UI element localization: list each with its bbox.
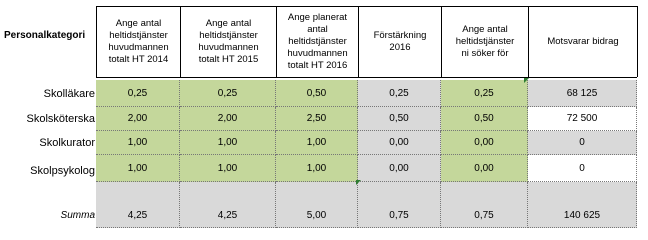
row-label-skolpsykolog: Skolpsykolog: [30, 165, 95, 177]
cell-skolpsykolog-2015[interactable]: 1,00: [180, 155, 276, 182]
cell-skolkurator-soker[interactable]: 0,00: [441, 131, 528, 155]
cell-skolpsykolog-soker[interactable]: 0,00: [441, 155, 528, 182]
cell-skolpsykolog-bidrag: 0: [528, 155, 637, 182]
summary-2014: 4,25: [96, 182, 180, 228]
cell-skolskoterska-bidrag: 72 500: [528, 107, 637, 131]
row-label-skollakare: Skolläkare: [43, 88, 95, 100]
cell-skolkurator-2014[interactable]: 1,00: [96, 131, 180, 155]
cell-indicator-icon: [524, 78, 529, 83]
row-label-skolkurator: Skolkurator: [39, 137, 95, 149]
col-header-soker: Ange antal heltidstjänster ni söker för: [455, 23, 515, 59]
summary-label: Summa: [60, 210, 95, 221]
row-label-skolskoterska: Skolsköterska: [26, 113, 95, 125]
cell-skolpsykolog-2014[interactable]: 1,00: [96, 155, 180, 182]
cell-skollakare-bidrag: 68 125: [528, 80, 637, 107]
category-header: Personalkategori: [4, 30, 86, 41]
cell-skolskoterska-forstarkning: 0,50: [358, 107, 441, 131]
col-header-bidrag: Motsvarar bidrag: [547, 35, 619, 47]
cell-skolskoterska-soker[interactable]: 0,50: [441, 107, 528, 131]
cell-skolskoterska-2015[interactable]: 2,00: [180, 107, 276, 131]
cell-skollakare-2016[interactable]: 0,50: [276, 80, 358, 107]
cell-skollakare-2014[interactable]: 0,25: [96, 80, 180, 107]
cell-skolkurator-2016[interactable]: 1,00: [276, 131, 358, 155]
summary-bidrag: 140 625: [528, 182, 637, 228]
cell-skolpsykolog-forstarkning: 0,00: [358, 155, 441, 182]
cell-skollakare-forstarkning: 0,25: [358, 80, 441, 107]
col-header-2014: Ange antal heltidstjänster huvudmannen totalt HT 2014: [108, 17, 169, 65]
cell-skolkurator-2015[interactable]: 1,00: [180, 131, 276, 155]
cell-skolskoterska-2016[interactable]: 2,50: [276, 107, 358, 131]
cell-skolkurator-bidrag: 0: [528, 131, 637, 155]
summary-2015: 4,25: [180, 182, 276, 228]
cell-skolpsykolog-2016[interactable]: 1,00: [276, 155, 358, 182]
cell-skolskoterska-2014[interactable]: 2,00: [96, 107, 180, 131]
cell-skolkurator-forstarkning: 0,00: [358, 131, 441, 155]
summary-soker: 0,75: [441, 182, 528, 228]
cell-skollakare-soker[interactable]: 0,25: [441, 80, 528, 107]
cell-skollakare-2015[interactable]: 0,25: [180, 80, 276, 107]
summary-2016: 5,00: [276, 182, 358, 228]
col-header-forstarkning: Förstärkning 2016: [373, 29, 427, 53]
cell-indicator-icon: [356, 180, 361, 185]
summary-forstarkning: 0,75: [358, 182, 441, 228]
col-header-2015: Ange antal heltidstjänster huvudmannen totalt HT 2015: [198, 17, 259, 65]
col-header-2016: Ange planerat antal heltidstjänster huvudmannen totalt HT 2016: [287, 11, 348, 71]
